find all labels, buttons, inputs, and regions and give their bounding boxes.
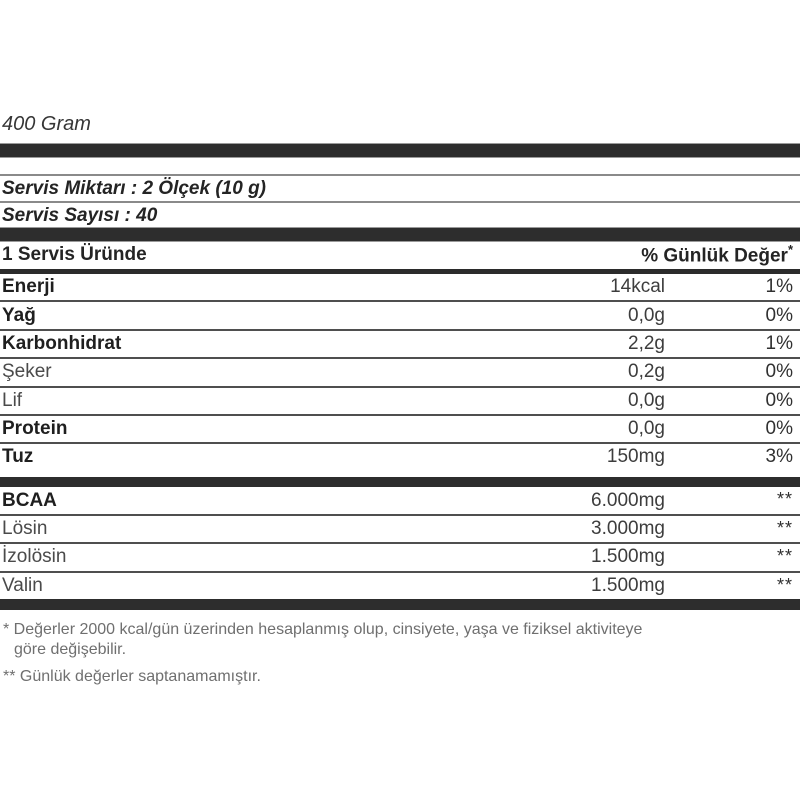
table-row xyxy=(0,544,800,572)
divider-bar-bottom xyxy=(0,599,800,610)
amino-label: Lösin xyxy=(2,517,48,539)
product-weight: 400 Gram xyxy=(2,113,91,135)
nutrient-amount: 150mg xyxy=(606,446,665,468)
nutrient-dv: 0% xyxy=(765,361,793,383)
nutrient-amount: 0,0g xyxy=(628,304,665,326)
footnotes xyxy=(0,620,800,687)
nutrient-dv: 0% xyxy=(765,389,793,411)
nutrient-amount: 0,2g xyxy=(628,361,665,383)
amino-dv: ** xyxy=(776,489,793,510)
table-header-row xyxy=(0,241,800,269)
table-header-left: 1 Servis Üründe xyxy=(2,244,147,265)
amino-amount: 3.000mg xyxy=(591,517,665,539)
serving-size-row xyxy=(0,176,800,201)
nutrient-label: Enerji xyxy=(2,276,55,298)
table-row xyxy=(0,331,800,359)
amino-dv: ** xyxy=(776,546,793,567)
nutrients-table xyxy=(0,274,800,470)
divider-bar-top xyxy=(0,144,800,157)
aminos-table xyxy=(0,487,800,598)
nutrient-amount: 0,0g xyxy=(628,389,665,411)
table-row xyxy=(0,302,800,330)
table-row xyxy=(0,573,800,599)
nutrient-dv: 0% xyxy=(765,418,793,440)
nutrient-dv: 1% xyxy=(765,276,793,298)
amino-amount: 1.500mg xyxy=(591,546,665,568)
table-row xyxy=(0,274,800,302)
daily-value-header-text: % Günlük Değer xyxy=(641,245,788,267)
daily-value-asterisk: * xyxy=(787,242,793,258)
nutrient-amount: 14kcal xyxy=(610,276,665,298)
nutrient-label: Yağ xyxy=(2,304,36,326)
footnote-daily-values-line1: * Değerler 2000 kcal/gün üzerinden hesaplanmış olup, cinsiyete, yaşa ve fiziksel aktiviteye xyxy=(3,620,643,638)
divider-bar-serving xyxy=(0,228,800,241)
amino-dv: ** xyxy=(776,517,793,538)
amino-label: BCAA xyxy=(2,489,57,511)
table-row xyxy=(0,487,800,515)
amino-amount: 6.000mg xyxy=(591,489,665,511)
footnote-not-established: ** Günlük değerler saptanamamıştır. xyxy=(3,667,261,685)
nutrient-label: Lif xyxy=(2,389,23,411)
amino-label: Valin xyxy=(2,574,43,596)
nutrient-label: Karbonhidrat xyxy=(2,332,122,354)
table-header-right xyxy=(641,242,800,267)
serving-size-label: Servis Miktarı : 2 Ölçek (10 g) xyxy=(2,177,267,199)
table-row xyxy=(0,416,800,444)
divider-bar-aminos xyxy=(0,477,800,487)
nutrient-dv: 3% xyxy=(765,446,793,468)
nutrient-amount: 0,0g xyxy=(628,418,665,440)
nutrient-label: Protein xyxy=(2,418,68,440)
nutrient-dv: 1% xyxy=(765,332,793,354)
table-row xyxy=(0,516,800,544)
footnote-daily-values-line2: göre değişebilir. xyxy=(14,640,127,658)
table-row xyxy=(0,444,800,470)
nutrient-dv: 0% xyxy=(765,304,793,326)
amino-amount: 1.500mg xyxy=(591,574,665,596)
amino-dv: ** xyxy=(776,574,793,595)
nutrient-amount: 2,2g xyxy=(628,332,665,354)
table-row xyxy=(0,359,800,387)
amino-label: İzolösin xyxy=(2,546,67,568)
serving-count-label: Servis Sayısı : 40 xyxy=(2,204,158,226)
nutrient-label: Tuz xyxy=(2,446,34,468)
table-row xyxy=(0,388,800,416)
nutrient-label: Şeker xyxy=(2,361,52,383)
serving-count-row xyxy=(0,203,800,228)
